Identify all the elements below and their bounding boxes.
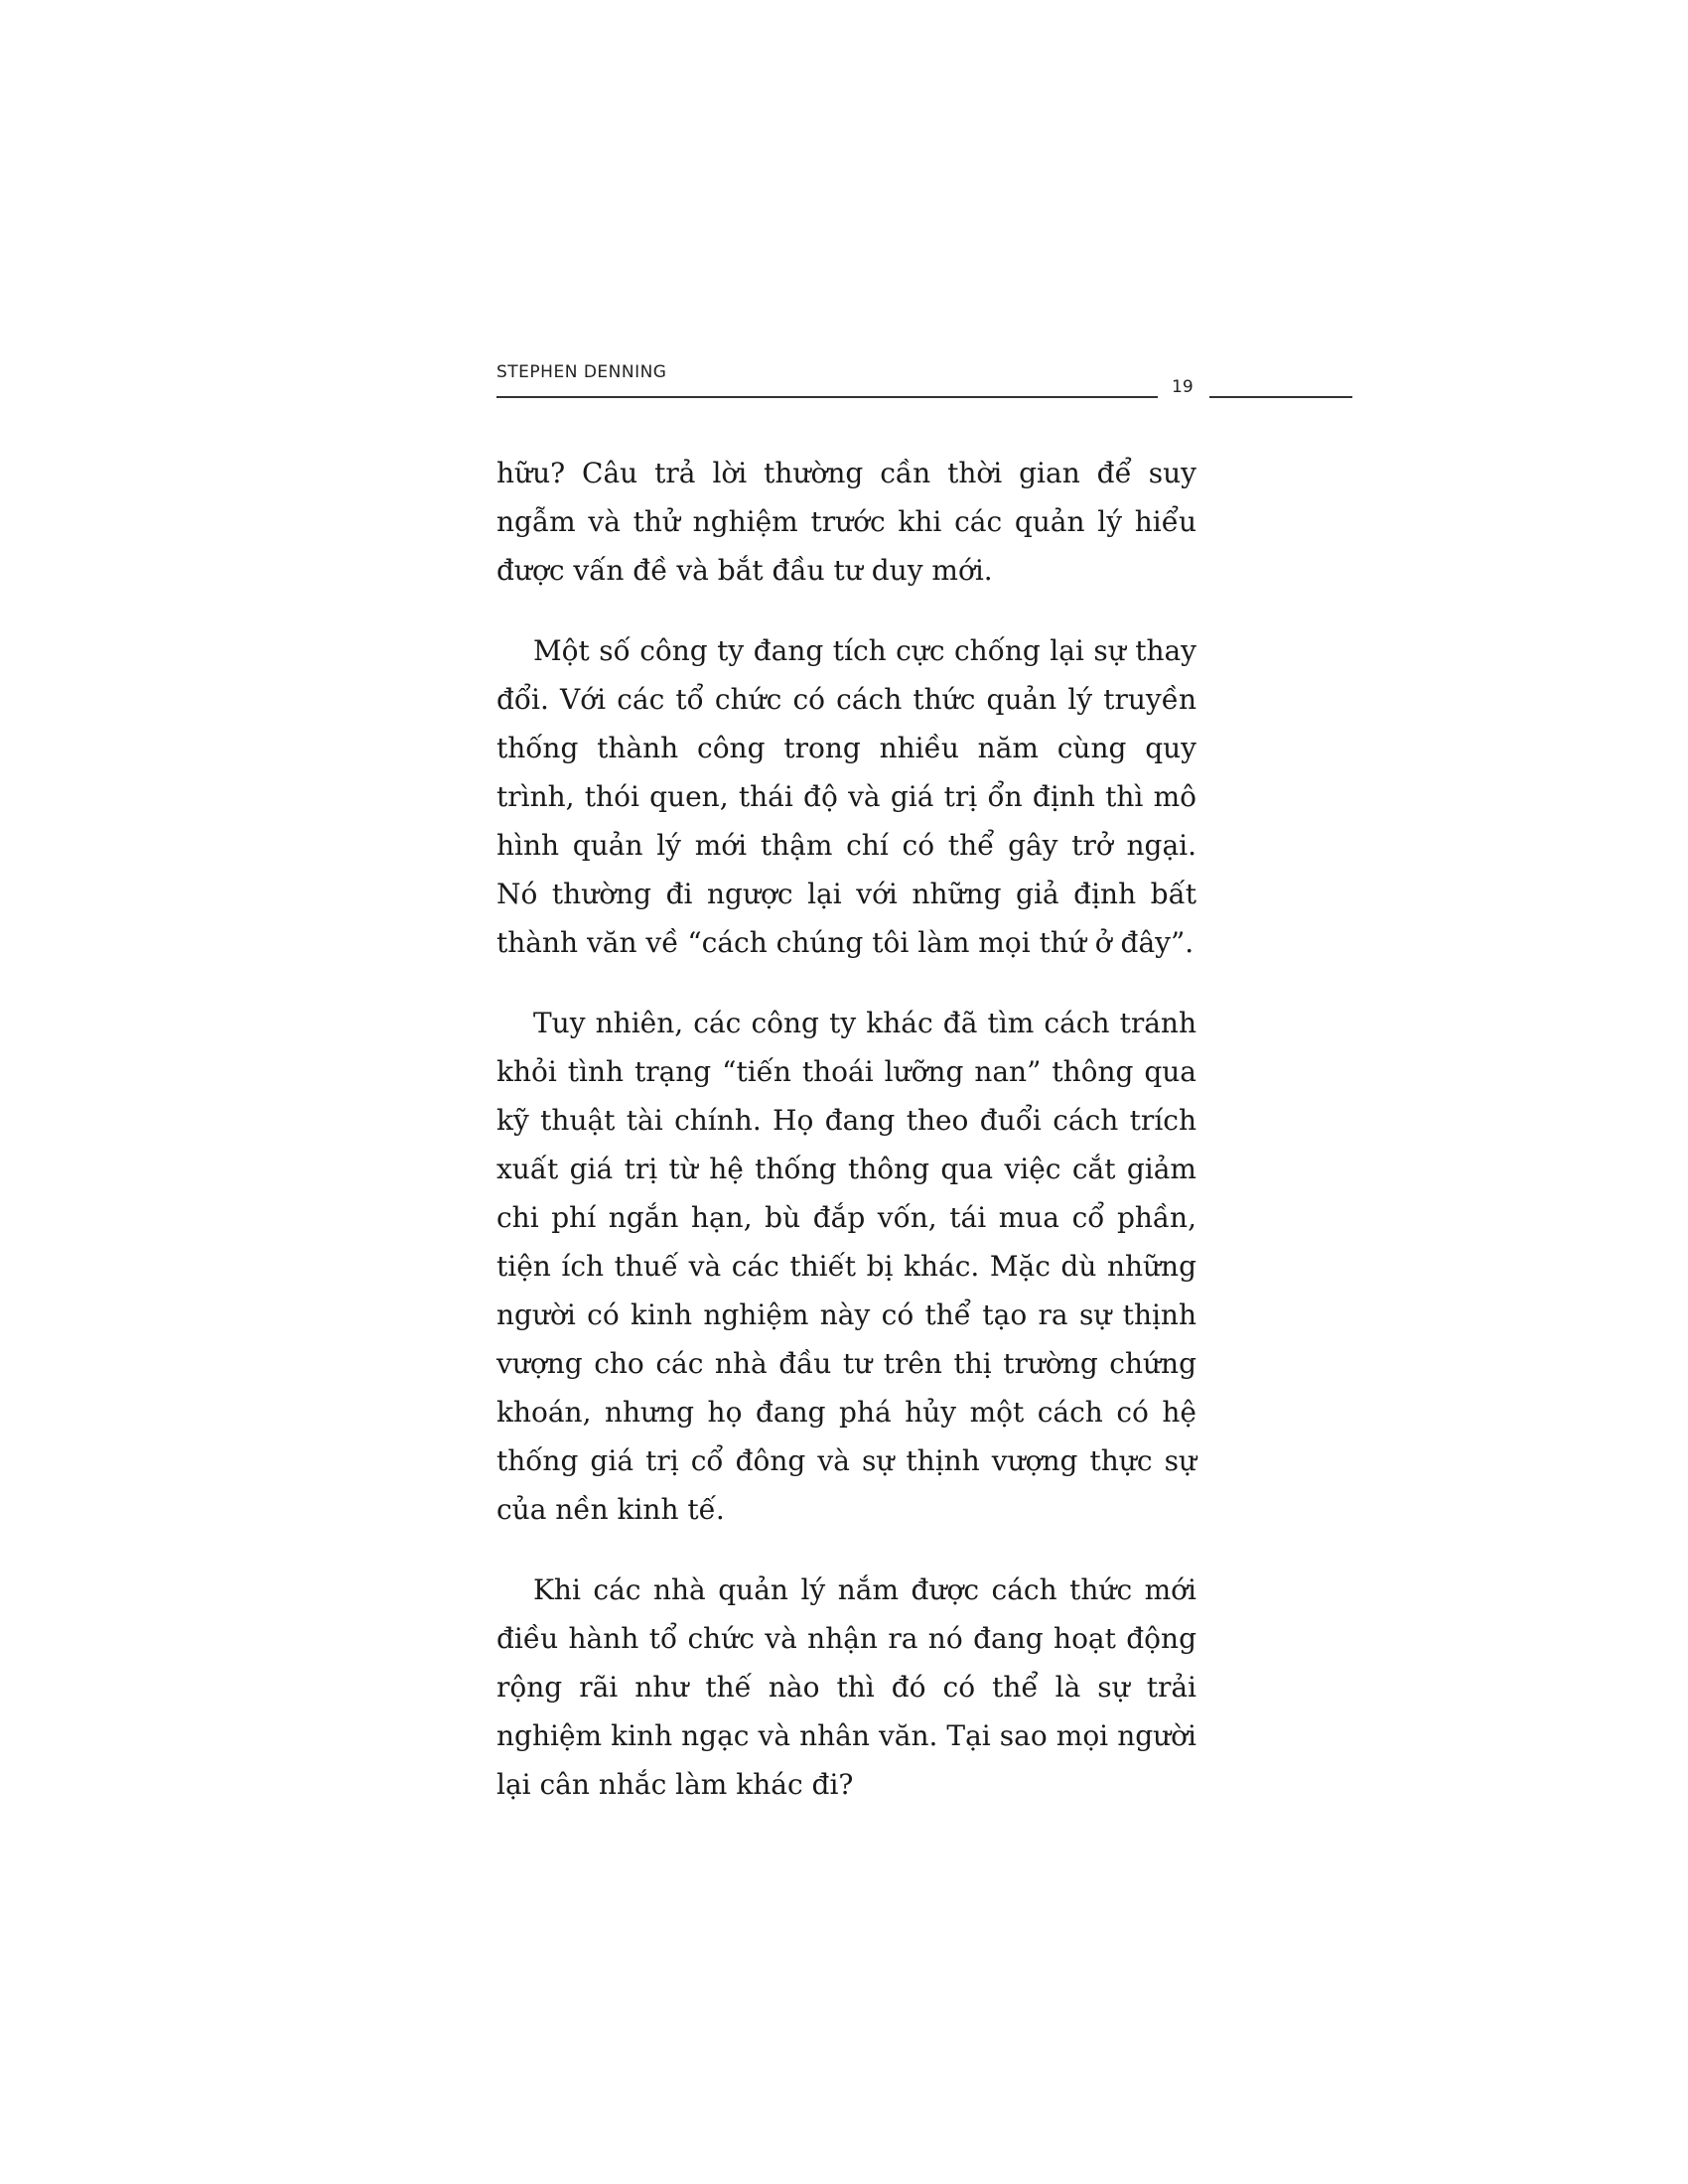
paragraph: Khi các nhà quản lý nắm được cách thức mới điều hành tổ chức và nhận ra nó đang hoạt động rộng rãi như thế nào thì đó có thể là sự trải nghiệm kinh ngạc và nhân văn. Tại sao mọi người lại cân nhắc làm khác đi? bbox=[496, 1573, 1196, 1801]
paragraph: Một số công ty đang tích cực chống lại sự thay đổi. Với các tổ chức có cách thức quản lý truyền thống thành công trong nhiều năm cùng quy trình, thói quen, thái độ và giá trị ổn định thì mô hình quản lý mới thậm chí có thể gây trở ngại. Nó thường đi ngược lại với những giả định bất thành văn về “cách chúng tôi làm mọi thứ ở đây”. bbox=[496, 634, 1196, 959]
paragraph: Tuy nhiên, các công ty khác đã tìm cách tránh khỏi tình trạng “tiến thoái lưỡng nan” thông qua kỹ thuật tài chính. Họ đang theo đuổi cách trích xuất giá trị từ hệ thống thông qua việc cắt giảm chi phí ngắn hạn, bù đắp vốn, tái mua cổ phần, tiện ích thuế và các thiết bị khác. Mặc dù những người có kinh nghiệm này có thể tạo ra sự thịnh vượng cho các nhà đầu tư trên thị trường chứng khoán, nhưng họ đang phá hủy một cách có hệ thống giá trị cổ đông và sự thịnh vượng thực sự của nền kinh tế. bbox=[496, 1007, 1196, 1526]
running-head-author: STEPHEN DENNING bbox=[496, 362, 667, 382]
header-rule-right bbox=[1209, 396, 1352, 398]
header-rule-left bbox=[496, 396, 1158, 398]
body-text bbox=[496, 449, 1196, 1841]
paragraph-continuation: hữu? Câu trả lời thường cần thời gian để suy ngẫm và thử nghiệm trước khi các quản lý hiểu được vấn đề và bắt đầu tư duy mới. bbox=[496, 457, 1196, 587]
page-number: 19 bbox=[1172, 377, 1194, 397]
running-header bbox=[0, 0, 1688, 417]
